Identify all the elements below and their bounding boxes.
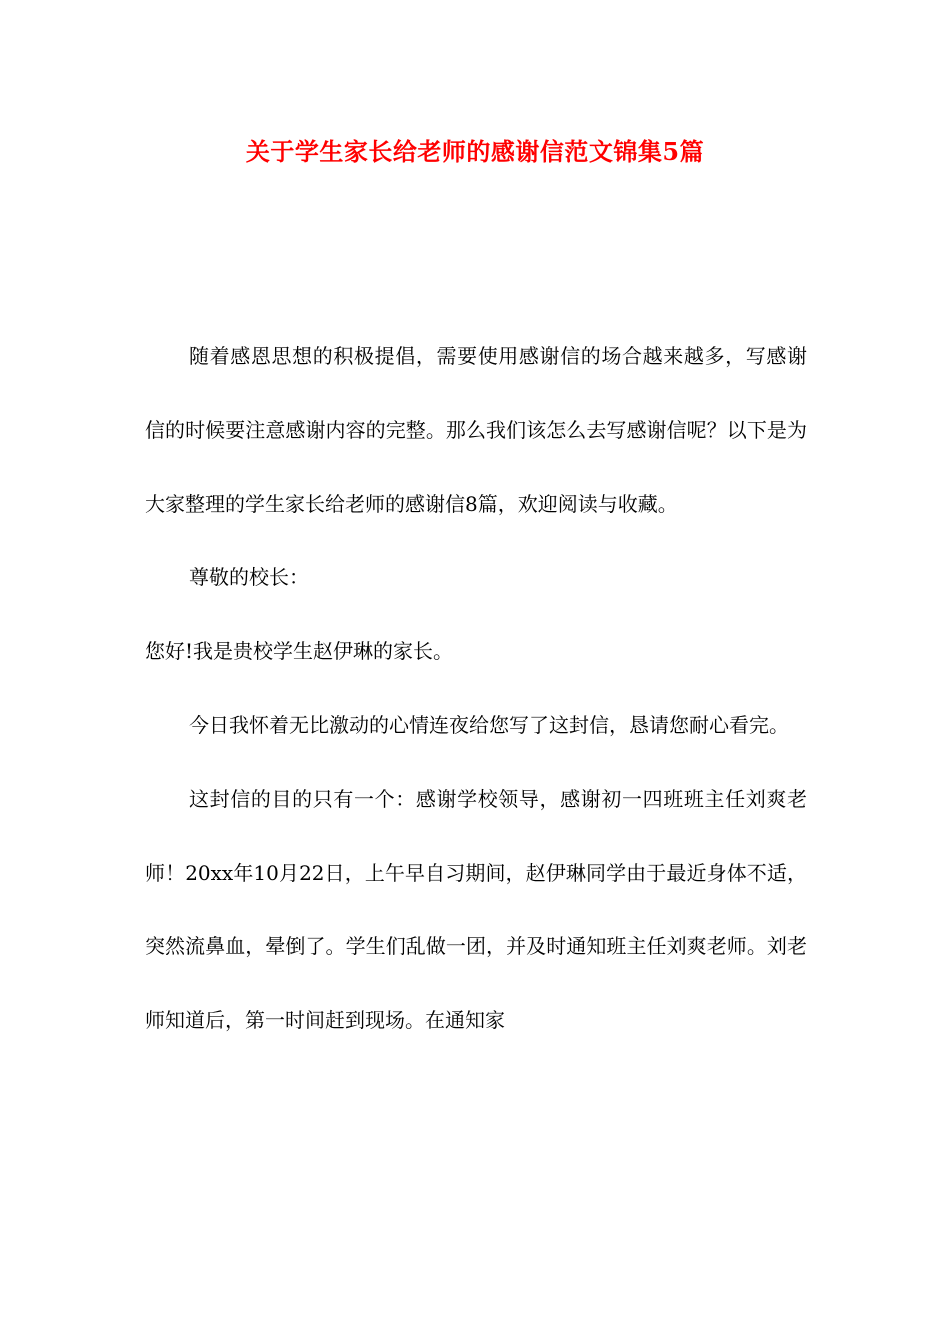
paragraph-greeting: 您好!我是贵校学生赵伊琳的家长。: [145, 639, 454, 664]
paragraph-story: 这封信的目的只有一个：感谢学校领导，感谢初一四班班主任刘爽老师！20xx年10月22日，上午早自习期间，赵伊琳同学由于最近身体不适，突然流鼻血，晕倒了。学生们乱做一团，并及时通知班主任刘爽老师。刘老师知道后，第一时间赶到现场。在通知家: [145, 786, 807, 1033]
paragraph-salutation: 尊敬的校长：: [189, 565, 309, 590]
document-title: 关于学生家长给老师的感谢信范文锦集5篇: [245, 137, 705, 166]
paragraph-purpose: 今日我怀着无比激动的心情连夜给您写了这封信，恳请您耐心看完。: [189, 712, 789, 737]
document-body: [145, 320, 807, 1058]
paragraph-intro: 随着感恩思想的积极提倡，需要使用感谢信的场合越来越多，写感谢信的时候要注意感谢内容的完整。那么我们该怎么去写感谢信呢？以下是为大家整理的学生家长给老师的感谢信8篇，欢迎阅读与收藏。: [145, 344, 807, 516]
